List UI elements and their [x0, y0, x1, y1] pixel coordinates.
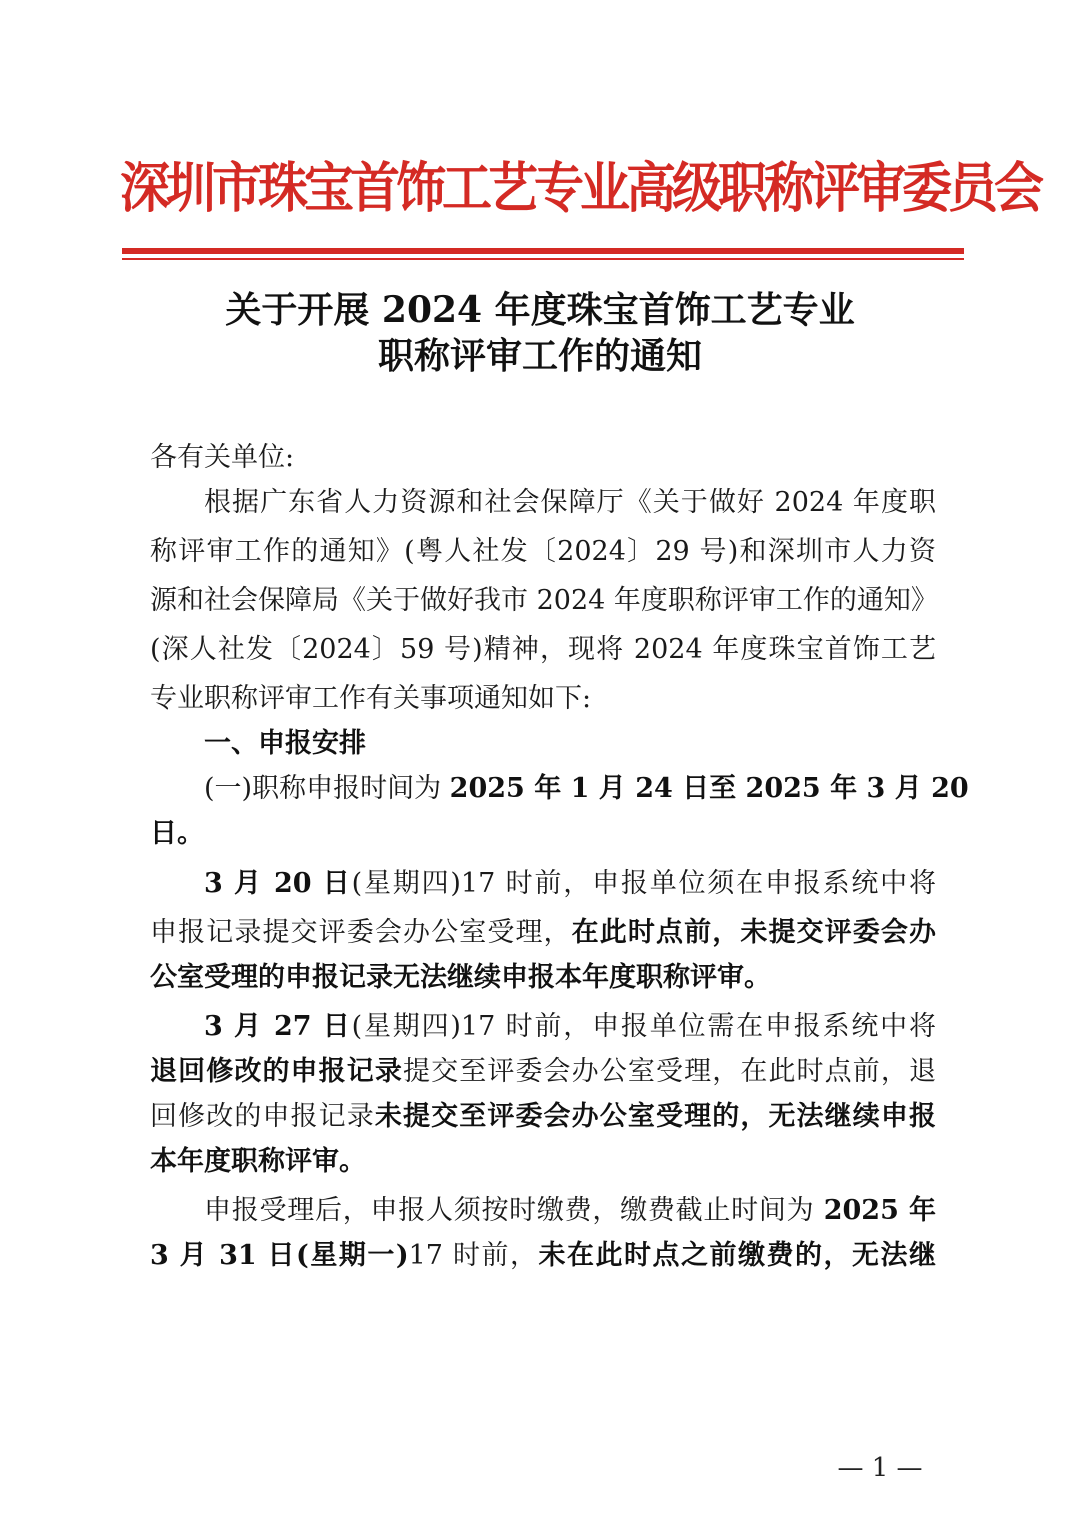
- issuing-organization-title: 深圳市珠宝首饰工艺专业高级职称评审委员会: [120, 156, 1040, 220]
- deadline-mar27-text: 回修改的申报记录: [150, 1101, 375, 1132]
- deadline-mar20-warning: 公室受理的申报记录无法继续申报本年度职称评审。: [150, 962, 771, 993]
- fee-deadline-time: 17 时前，: [408, 1240, 539, 1271]
- deadline-mar20-warning: 在此时点前，未提交评委会办: [571, 917, 937, 948]
- deadline-mar20-line-2: [150, 913, 936, 953]
- fee-deadline-line-2: [150, 1236, 936, 1276]
- document-title-line-2: 职称评审工作的通知: [377, 335, 702, 377]
- document-title-line-1: 关于开展 2024 年度珠宝首饰工艺专业: [225, 289, 855, 331]
- intro-line: 源和社会保障局《关于做好我市 2024 年度职称评审工作的通知》: [150, 585, 938, 616]
- intro-line: (深人社发〔2024〕59 号)精神，现将 2024 年度珠宝首饰工艺: [150, 634, 936, 665]
- intro-line: 称评审工作的通知》(粤人社发〔2024〕29 号)和深圳市人力资: [150, 536, 936, 567]
- deadline-mar20-text: (星期四)17 时前，申报单位须在申报系统中将: [351, 868, 936, 899]
- header-divider-thin: [122, 258, 964, 260]
- deadline-mar27-line-1: [204, 1007, 936, 1047]
- header-divider-thick: [122, 248, 964, 254]
- item-1-date-range: 2025 年 1 月 24 日至 2025 年 3 月 20: [449, 773, 969, 804]
- deadline-mar27-line-4: [150, 1142, 936, 1182]
- deadline-mar27-warning: 未提交至评委会办公室受理的，无法继续申报: [374, 1101, 937, 1132]
- fee-deadline-warning: 未在此时点之前缴费的，无法继: [538, 1240, 936, 1271]
- returned-records-label: 退回修改的申报记录: [150, 1056, 403, 1087]
- deadline-mar27-text: 提交至评委会办公室受理，在此时点前，退: [403, 1056, 936, 1087]
- item-1-prefix: (一)职称申报时间为: [204, 773, 450, 804]
- fee-deadline-text: 申报受理后，申报人须按时缴费，缴费截止时间为: [204, 1195, 824, 1226]
- date-mar27: 3 月 27 日: [204, 1011, 352, 1042]
- item-1-line-1: [204, 769, 969, 809]
- deadline-mar27-warning: 本年度职称评审。: [150, 1146, 366, 1177]
- date-mar20: 3 月 20 日: [204, 868, 352, 899]
- deadline-mar20-line-3: [150, 958, 936, 998]
- intro-line: 根据广东省人力资源和社会保障厅《关于做好 2024 年度职: [204, 487, 936, 518]
- deadline-mar27-line-2: [150, 1052, 936, 1092]
- deadline-mar20-line-1: [204, 864, 936, 904]
- page-number: — 1 —: [837, 1453, 923, 1483]
- fee-deadline-date: 3 月 31 日(星期一): [150, 1240, 409, 1271]
- item-1-date-end: 日。: [150, 818, 204, 849]
- deadline-mar27-text: (星期四)17 时前，申报单位需在申报系统中将: [351, 1011, 936, 1042]
- item-1-line-2: [150, 814, 936, 854]
- section-heading-text: 一、申报安排: [204, 728, 366, 759]
- section-heading: [204, 724, 990, 764]
- intro-line: 专业职称评审工作有关事项通知如下:: [150, 683, 592, 714]
- fee-deadline-line-1: [204, 1191, 936, 1231]
- deadline-mar27-line-3: [150, 1097, 936, 1137]
- fee-deadline-year: 2025 年: [823, 1195, 936, 1226]
- salutation: 各有关单位:: [150, 442, 295, 473]
- deadline-mar20-text: 申报记录提交评委会办公室受理，: [150, 917, 572, 948]
